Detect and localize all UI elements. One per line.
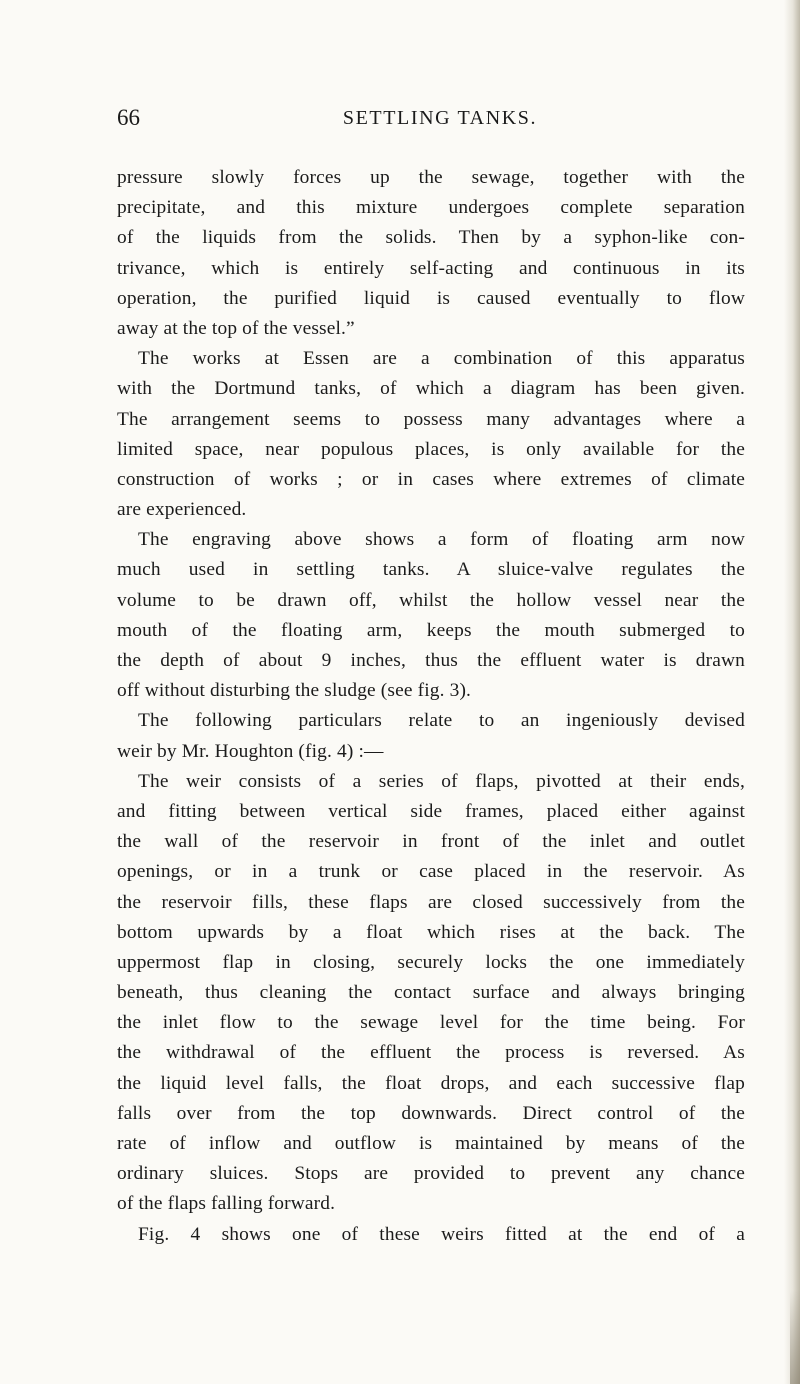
text-line: limited space, near populous places, is only available for the	[117, 438, 745, 460]
text-line: mouth of the floating arm, keeps the mouth submerged to	[117, 619, 745, 641]
page-header	[117, 103, 745, 137]
text-line: Fig. 4 shows one of these weirs fitted at the end of a	[138, 1223, 745, 1245]
text-line: the depth of about 9 inches, thus the effluent water is drawn	[117, 650, 745, 671]
text-line: are experienced.	[117, 499, 247, 521]
text-line: ordinary sluices. Stops are provided to prevent any chance	[117, 1163, 745, 1185]
text-line: trivance, which is entirely self-acting and continuous in its	[117, 257, 745, 279]
text-line: the reservoir fills, these flaps are closed successively from the	[117, 891, 745, 913]
text-line: of the flaps falling forward.	[117, 1193, 336, 1215]
text-line: pressure slowly forces up the sewage, together with the	[117, 167, 745, 188]
text-line: precipitate, and this mixture undergoes complete separation	[117, 197, 745, 219]
text-line: volume to be drawn off, whilst the hollow vessel near the	[117, 589, 745, 611]
text-line: construction of works ; or in cases where extremes of climate	[117, 468, 745, 490]
text-line: The weir consists of a series of flaps, pivotted at their ends,	[138, 770, 745, 792]
running-title: SETTLING TANKS.	[342, 107, 538, 129]
text-line: beneath, thus cleaning the contact surface and always bringing	[117, 982, 745, 1004]
text-line: bottom upwards by a float which rises at the back. The	[117, 921, 745, 943]
text-line: much used in settling tanks. A sluice-valve regulates the	[117, 559, 745, 581]
text-line: operation, the purified liquid is caused eventually to flow	[117, 287, 745, 309]
text-line: the inlet flow to the sewage level for the time being. For	[117, 1012, 745, 1034]
page-number: 66	[117, 105, 140, 130]
text-line: uppermost flap in closing, securely locks the one immediately	[117, 951, 745, 973]
text-line: The works at Essen are a combination of this apparatus	[138, 348, 745, 370]
text-line: weir by Mr. Houghton (fig. 4) :—	[117, 740, 384, 762]
page-edge-shadow	[784, 0, 800, 1384]
text-line: The arrangement seems to possess many advantages where a	[117, 408, 745, 430]
text-line: with the Dortmund tanks, of which a diagram has been given.	[117, 378, 745, 400]
body-text	[117, 163, 745, 1250]
text-line: rate of inflow and outflow is maintained by means of the	[117, 1133, 745, 1154]
text-line: the withdrawal of the effluent the process is reversed. As	[117, 1042, 745, 1064]
text-line: of the liquids from the solids. Then by a syphon-like con-	[117, 227, 745, 249]
text-line: openings, or in a trunk or case placed in the reservoir. As	[117, 861, 745, 883]
text-line: The engraving above shows a form of floating arm now	[138, 529, 745, 551]
page-edge-shadow-lower	[790, 1290, 800, 1384]
text-line: The following particulars relate to an ingeniously devised	[138, 710, 745, 732]
text-line: and fitting between vertical side frames, placed either against	[117, 800, 745, 822]
text-line: off without disturbing the sludge (see fig. 3).	[117, 680, 472, 702]
text-line: falls over from the top downwards. Direct control of the	[117, 1102, 745, 1124]
text-line: the wall of the reservoir in front of the inlet and outlet	[117, 831, 745, 853]
text-line: the liquid level falls, the float drops, and each successive flap	[117, 1072, 745, 1094]
text-line: away at the top of the vessel.”	[117, 317, 355, 339]
